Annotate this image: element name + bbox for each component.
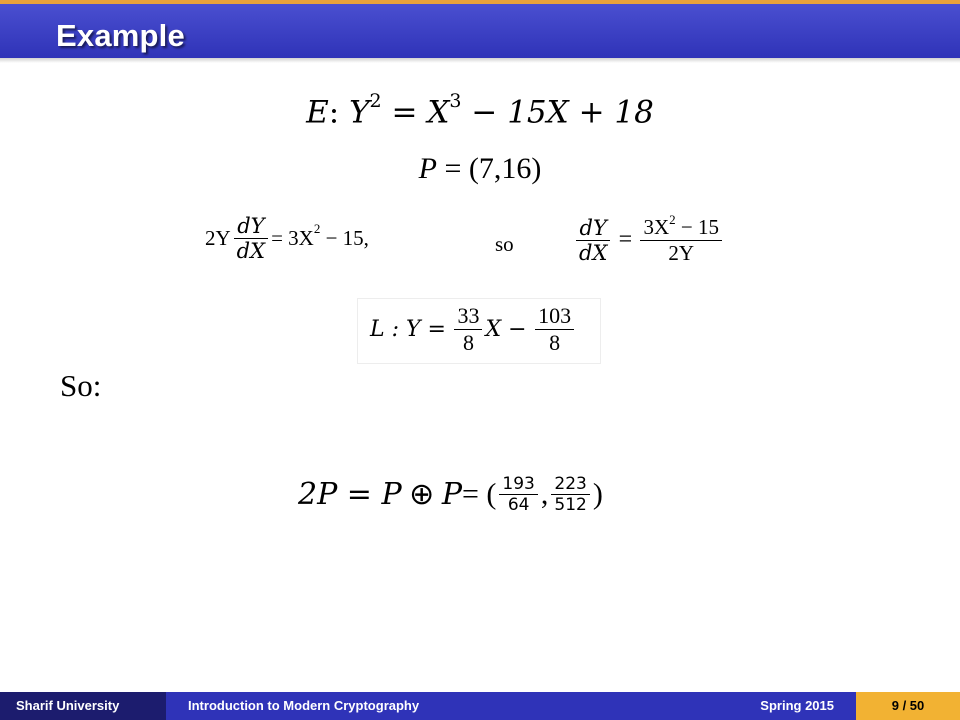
footer-course: Introduction to Modern Cryptography [188, 698, 420, 713]
implicit-derivative [205, 214, 369, 263]
page-number: 9 / 50 [856, 692, 960, 720]
footer-course-bar [166, 692, 856, 720]
slope-num-tail: − 15 [675, 215, 719, 239]
point-value: = (7,16) [444, 152, 542, 185]
curve-equals: = [391, 94, 418, 131]
curve-y-exponent: 2 [369, 90, 382, 112]
tangent-intercept-fraction [535, 303, 574, 356]
tangent-slope-den: 8 [454, 329, 482, 356]
derivative-rhs-exp: 2 [313, 221, 321, 237]
dx-denominator-2: dX [576, 240, 610, 265]
tangent-line-box [357, 298, 601, 364]
slope-fraction [640, 214, 722, 266]
point-var: P [418, 152, 437, 185]
point-definition [0, 152, 960, 186]
dy-dx-fraction-2 [576, 216, 610, 265]
derivative-rhs: = 3X [271, 226, 314, 250]
slope-numerator [640, 214, 722, 240]
tangent-slope-num: 33 [457, 303, 480, 328]
tangent-line-equation [370, 303, 577, 356]
derivative-coef: 2Y [205, 226, 231, 250]
footer [0, 692, 960, 720]
result-y-den: 512 [551, 494, 589, 515]
dy-numerator: dY [237, 214, 265, 238]
dy-dx-fraction [234, 214, 268, 263]
curve-x-exponent: 3 [449, 90, 462, 112]
slide-title: Example [56, 18, 185, 53]
curve-x: X [427, 94, 450, 131]
derivative-equals: = [618, 226, 633, 253]
result-x-den: 64 [499, 494, 537, 515]
slope-num-base: 3X [643, 215, 670, 239]
footer-term: Spring 2015 [760, 698, 834, 713]
curve-equation: E: $Y^2 = X^3 - 15X + 18$ [306, 90, 654, 131]
tangent-lhs: L : Y = [370, 317, 446, 342]
derivative-tail: − 15, [325, 226, 369, 250]
title-bar [0, 0, 960, 58]
result-p: P [441, 477, 462, 512]
so-label: So: [60, 368, 102, 403]
result-eq: = ( [462, 477, 497, 511]
derivative-equation [205, 214, 775, 280]
result-comma: , [540, 477, 549, 511]
tangent-intercept-num: 103 [538, 303, 572, 328]
result-close: ) [592, 477, 603, 511]
result-op: ⊕ [409, 478, 435, 511]
result-x-fraction [499, 474, 537, 515]
slope-denominator: 2Y [640, 240, 722, 266]
slope-num-exp: 2 [669, 212, 676, 227]
result-lhs: 2P = P [298, 477, 402, 512]
tangent-intercept-den: 8 [535, 329, 574, 356]
tangent-slope-fraction [454, 303, 482, 356]
tangent-mid: X − [485, 317, 527, 342]
curve-y: Y [349, 94, 370, 131]
doubling-result [298, 474, 603, 515]
footer-institution: Sharif University [0, 692, 166, 720]
result-y-num: 223 [554, 474, 587, 494]
curve-rest: − 15X + 18 [471, 94, 654, 131]
connector-so: so [495, 232, 514, 256]
dx-denominator: dX [234, 238, 268, 263]
explicit-derivative [573, 214, 725, 266]
result-x-num: 193 [502, 474, 535, 494]
curve-name: E [306, 94, 329, 131]
result-y-fraction [551, 474, 589, 515]
dy-numerator-2: dY [579, 215, 607, 240]
